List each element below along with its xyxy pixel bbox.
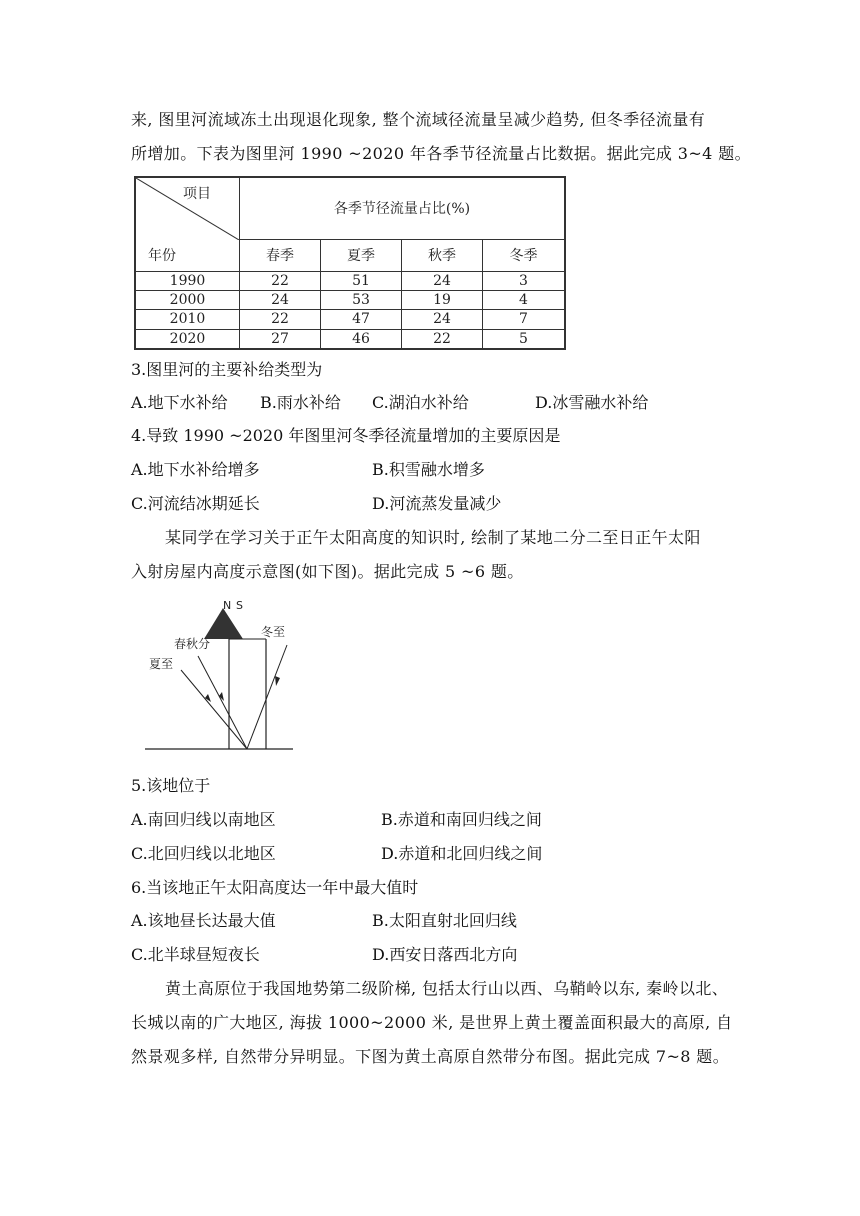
winter-solstice-ray xyxy=(247,645,287,749)
q4-option-a[interactable]: A.地下水补给增多 xyxy=(131,460,260,479)
q6-option-d[interactable]: D.西安日落西北方向 xyxy=(372,945,518,964)
corner-label-item: 项目 xyxy=(183,186,211,202)
column-header: 春季 xyxy=(240,239,321,271)
intro-paragraph-line: 来, 图里河流域冻土出现退化现象, 整个流域径流量呈减少趋势, 但冬季径流量有 xyxy=(131,110,706,129)
year-cell: 2010 xyxy=(135,310,240,329)
question-4-stem: 4.导致 1990 ~2020 年图里河冬季径流量增加的主要原因是 xyxy=(131,426,561,445)
winter-solstice-label: 冬至 xyxy=(261,625,286,639)
column-header: 冬季 xyxy=(483,239,566,271)
value-cell: 7 xyxy=(483,310,566,329)
table-group-header: 各季节径流量占比(%) xyxy=(240,177,566,239)
q3-option-d[interactable]: D.冰雪融水补给 xyxy=(535,393,649,412)
intro-paragraph-line: 长城以南的广大地区, 海拔 1000~2000 米, 是世界上黄土覆盖面积最大的高原, 自 xyxy=(131,1013,733,1032)
value-cell: 46 xyxy=(321,329,402,349)
q5-option-c[interactable]: C.北回归线以北地区 xyxy=(131,844,276,863)
year-cell: 1990 xyxy=(135,271,240,290)
q6-option-b[interactable]: B.太阳直射北回归线 xyxy=(372,911,517,930)
q4-option-b[interactable]: B.积雪融水增多 xyxy=(372,460,485,479)
year-cell: 2000 xyxy=(135,290,240,309)
value-cell: 22 xyxy=(402,329,483,349)
sun-angle-diagram xyxy=(145,598,295,756)
value-cell: 24 xyxy=(402,310,483,329)
house-roof xyxy=(204,608,243,639)
table-row xyxy=(135,310,565,329)
intro-paragraph-line: 入射房屋内高度示意图(如下图)。据此完成 5 ~6 题。 xyxy=(131,562,524,581)
south-label: S xyxy=(236,599,243,612)
question-6-stem: 6.当该地正午太阳高度达一年中最大值时 xyxy=(131,878,419,897)
column-header: 夏季 xyxy=(321,239,402,271)
q3-option-a[interactable]: A.地下水补给 xyxy=(131,393,228,412)
intro-paragraph-line: 某同学在学习关于正午太阳高度的知识时, 绘制了某地二分二至日正午太阳 xyxy=(165,528,701,547)
value-cell: 47 xyxy=(321,310,402,329)
equinox-label: 春秋分 xyxy=(174,637,211,651)
value-cell: 51 xyxy=(321,271,402,290)
value-cell: 22 xyxy=(240,271,321,290)
q4-option-c[interactable]: C.河流结冰期延长 xyxy=(131,494,260,513)
column-header: 秋季 xyxy=(402,239,483,271)
q4-option-d[interactable]: D.河流蒸发量减少 xyxy=(372,494,502,513)
value-cell: 53 xyxy=(321,290,402,309)
north-label: N xyxy=(223,599,232,612)
question-5-stem: 5.该地位于 xyxy=(131,776,211,795)
q5-option-d[interactable]: D.赤道和北回归线之间 xyxy=(381,844,543,863)
corner-label-year: 年份 xyxy=(148,247,176,264)
q3-option-c[interactable]: C.湖泊水补给 xyxy=(372,393,469,412)
intro-paragraph-line: 所增加。下表为图里河 1990 ~2020 年各季节径流量占比数据。据此完成 3~4 题。 xyxy=(131,144,752,163)
summer-solstice-ray xyxy=(181,670,247,749)
table-row xyxy=(135,290,565,309)
equinox-ray xyxy=(198,656,247,749)
runoff-table xyxy=(134,176,566,350)
value-cell: 3 xyxy=(483,271,566,290)
intro-paragraph-line: 黄土高原位于我国地势第二级阶梯, 包括太行山以西、乌鞘岭以东, 秦岭以北、 xyxy=(165,979,729,998)
value-cell: 5 xyxy=(483,329,566,349)
question-3-stem: 3.图里河的主要补给类型为 xyxy=(131,360,323,379)
year-cell: 2020 xyxy=(135,329,240,349)
value-cell: 24 xyxy=(402,271,483,290)
value-cell: 27 xyxy=(240,329,321,349)
value-cell: 4 xyxy=(483,290,566,309)
summer-solstice-label: 夏至 xyxy=(149,657,174,671)
intro-paragraph-line: 然景观多样, 自然带分异明显。下图为黄土高原自然带分布图。据此完成 7~8 题。 xyxy=(131,1047,730,1066)
table-corner-cell xyxy=(135,177,240,271)
table-row xyxy=(135,271,565,290)
arrow-icon xyxy=(205,694,211,702)
arrow-icon xyxy=(275,676,280,686)
q3-option-b[interactable]: B.雨水补给 xyxy=(260,393,341,412)
q6-option-a[interactable]: A.该地昼长达最大值 xyxy=(131,911,276,930)
q6-option-c[interactable]: C.北半球昼短夜长 xyxy=(131,945,260,964)
table-row xyxy=(135,329,565,349)
value-cell: 19 xyxy=(402,290,483,309)
value-cell: 22 xyxy=(240,310,321,329)
q5-option-a[interactable]: A.南回归线以南地区 xyxy=(131,810,276,829)
value-cell: 24 xyxy=(240,290,321,309)
q5-option-b[interactable]: B.赤道和南回归线之间 xyxy=(381,810,542,829)
